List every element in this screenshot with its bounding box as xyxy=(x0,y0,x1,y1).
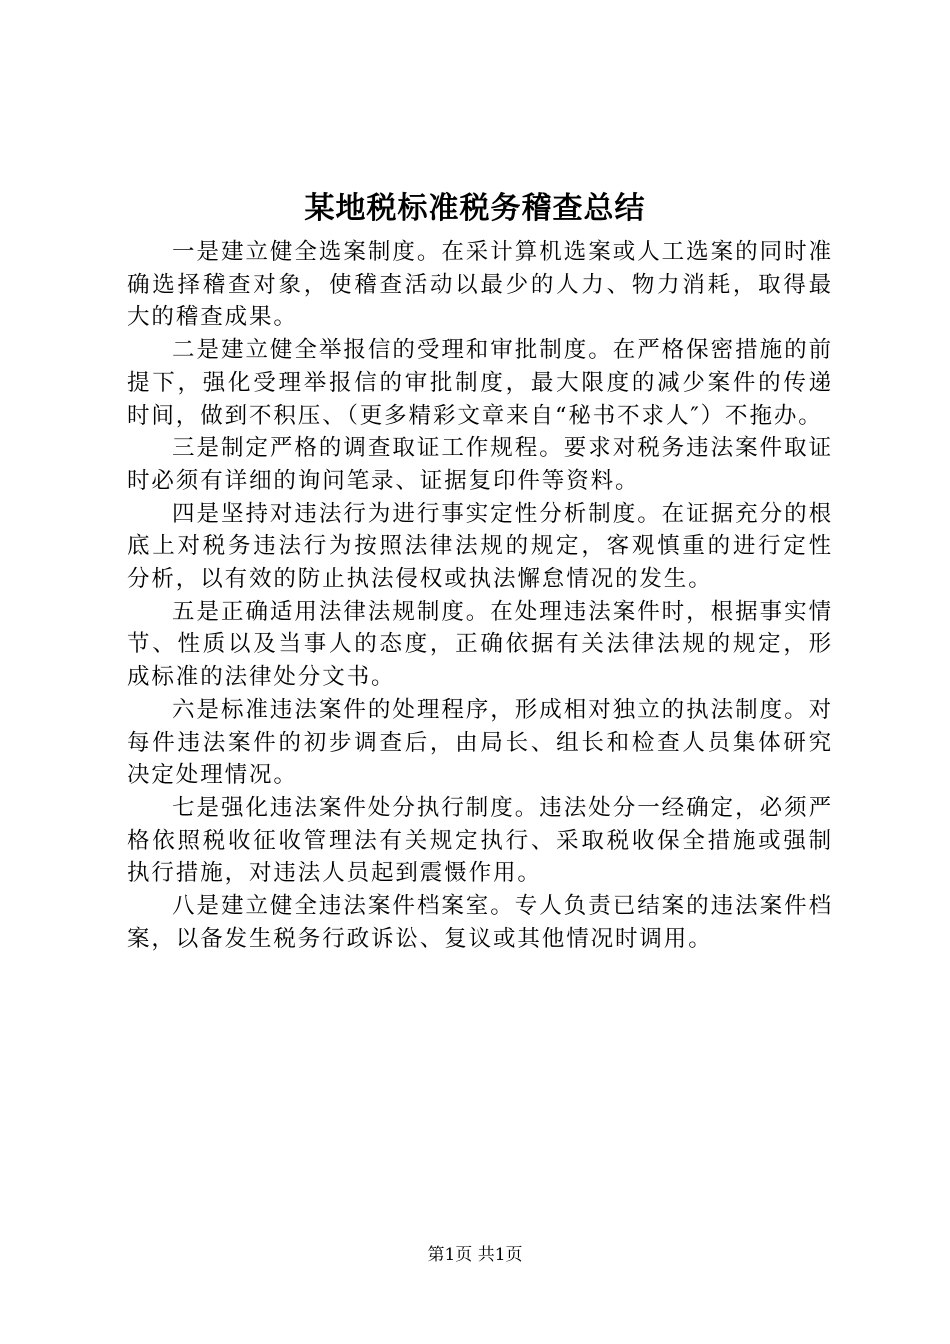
document-body xyxy=(127,236,833,955)
paragraph-7: 七是强化违法案件处分执行制度。违法处分一经确定，必须严格依照税收征收管理法有关规定执行、采取税收保全措施或强制执行措施，对违法人员起到震慑作用。 xyxy=(127,794,833,887)
paragraph-3: 三是制定严格的调查取证工作规程。要求对税务违法案件取证时必须有详细的询问笔录、证据复印件等资料。 xyxy=(127,435,833,494)
paragraph-1: 一是建立健全选案制度。在采计算机选案或人工选案的同时准确选择稽查对象，使稽查活动以最少的人力、物力消耗，取得最大的稽查成果。 xyxy=(127,239,833,331)
document-title: 某地税标准税务稽查总结 xyxy=(304,191,646,226)
paragraph-6: 六是标准违法案件的处理程序，形成相对独立的执法制度。对每件违法案件的初步调查后，由局长、组长和检查人员集体研究决定处理情况。 xyxy=(127,696,833,789)
paragraph-8: 八是建立健全违法案件档案室。专人负责已结案的违法案件档案，以备发生税务行政诉讼、复议或其他情况时调用。 xyxy=(127,893,833,952)
paragraph-4: 四是坚持对违法行为进行事实定性分析制度。在证据充分的根底上对税务违法行为按照法律法规的规定，客观慎重的进行定性分析，以有效的防止执法侵权或执法懈怠情况的发生。 xyxy=(127,500,833,593)
paragraph-2: 二是建立健全举报信的受理和审批制度。在严格保密措施的前提下，强化受理举报信的审批制度，最大限度的减少案件的传递时间，做到不积压、（更多精彩文章来自“秘书不求人″）不拖办。 xyxy=(127,337,833,429)
paragraph-5: 五是正确适用法律法规制度。在处理违法案件时，根据事实情节、性质以及当事人的态度，正确依据有关法律法规的规定，形成标准的法律处分文书。 xyxy=(127,598,833,691)
page-number-footer: 第1页 共1页 xyxy=(427,1245,523,1265)
